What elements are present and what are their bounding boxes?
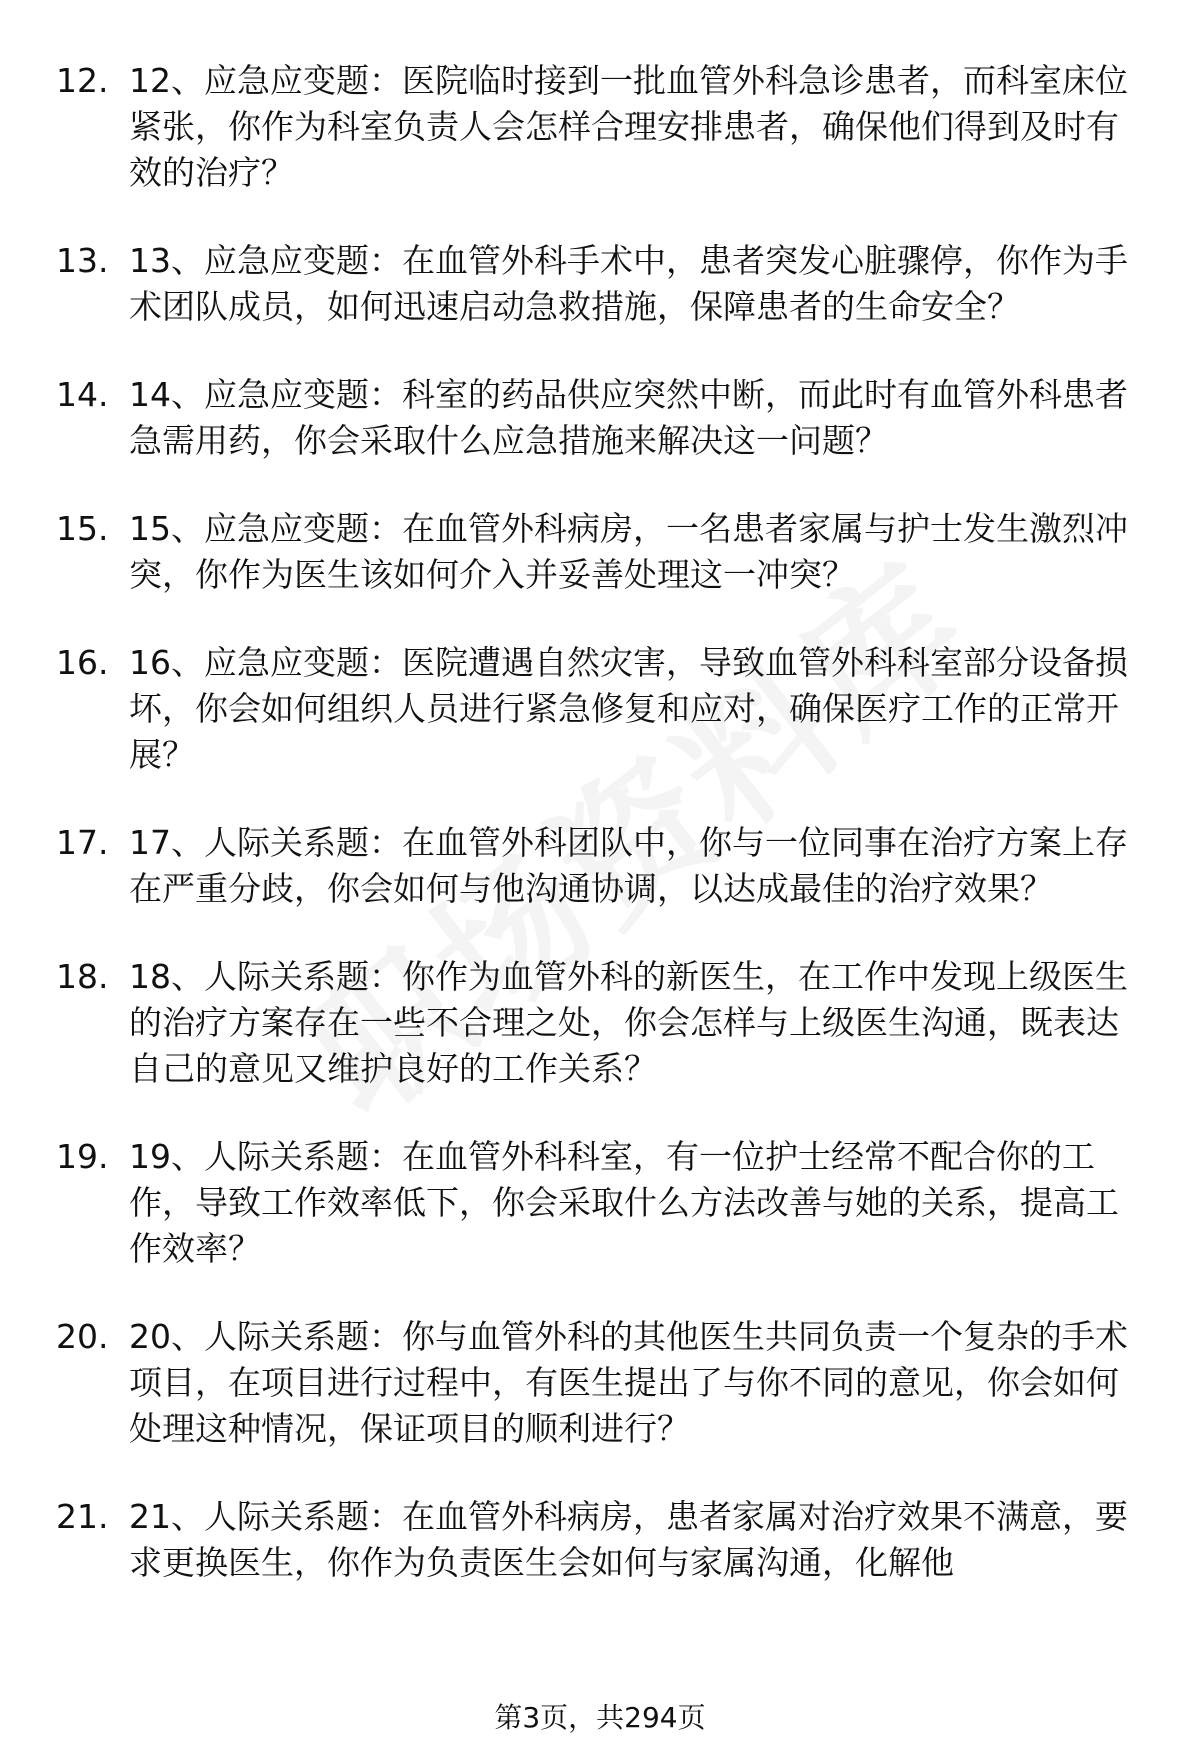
question-item xyxy=(0,954,1200,1092)
question-number: 21. xyxy=(56,1497,109,1536)
page-footer: 第3页，共294页 xyxy=(494,1701,706,1734)
question-text: 12、应急应变题：医院临时接到一批血管外科急诊患者，而科室床位紧张，你作为科室负责人会怎样合理安排患者，确保他们得到及时有效的治疗？ xyxy=(129,61,1128,192)
question-number: 17. xyxy=(56,823,109,862)
question-item xyxy=(0,372,1200,464)
question-text: 18、人际关系题：你作为血管外科的新医生，在工作中发现上级医生的治疗方案存在一些不合理之处，你会怎样与上级医生沟通，既表达自己的意见又维护良好的工作关系？ xyxy=(129,957,1128,1088)
question-item xyxy=(0,506,1200,598)
question-item xyxy=(0,1494,1200,1586)
question-item xyxy=(0,238,1200,330)
question-number: 18. xyxy=(56,957,109,996)
question-number: 15. xyxy=(56,509,109,548)
question-number: 19. xyxy=(56,1137,109,1176)
question-text: 21、人际关系题：在血管外科病房，患者家属对治疗效果不满意，要求更换医生，你作为负责医生会如何与家属沟通，化解他 xyxy=(129,1497,1128,1582)
question-item xyxy=(0,1314,1200,1452)
question-item xyxy=(0,640,1200,778)
question-text: 17、人际关系题：在血管外科团队中，你与一位同事在治疗方案上存在严重分歧，你会如何与他沟通协调，以达成最佳的治疗效果？ xyxy=(129,823,1128,908)
question-number: 13. xyxy=(56,241,109,280)
question-text: 14、应急应变题：科室的药品供应突然中断，而此时有血管外科患者急需用药，你会采取什么应急措施来解决这一问题？ xyxy=(129,375,1128,460)
question-list xyxy=(0,58,1200,1628)
question-text: 13、应急应变题：在血管外科手术中，患者突发心脏骤停，你作为手术团队成员，如何迅速启动急救措施，保障患者的生命安全？ xyxy=(129,241,1128,326)
question-text: 15、应急应变题：在血管外科病房，一名患者家属与护士发生激烈冲突，你作为医生该如何介入并妥善处理这一冲突？ xyxy=(129,509,1128,594)
question-number: 12. xyxy=(56,61,109,100)
question-text: 20、人际关系题：你与血管外科的其他医生共同负责一个复杂的手术项目，在项目进行过程中，有医生提出了与你不同的意见，你会如何处理这种情况，保证项目的顺利进行？ xyxy=(129,1317,1128,1448)
question-item xyxy=(0,58,1200,196)
question-number: 20. xyxy=(56,1317,109,1356)
question-text: 19、人际关系题：在血管外科科室，有一位护士经常不配合你的工作，导致工作效率低下，你会采取什么方法改善与她的关系，提高工作效率？ xyxy=(129,1137,1119,1268)
question-item xyxy=(0,820,1200,912)
question-number: 16. xyxy=(56,643,109,682)
question-text: 16、应急应变题：医院遭遇自然灾害，导致血管外科科室部分设备损坏，你会如何组织人员进行紧急修复和应对，确保医疗工作的正常开展？ xyxy=(129,643,1128,774)
question-number: 14. xyxy=(56,375,109,414)
question-item xyxy=(0,1134,1200,1272)
